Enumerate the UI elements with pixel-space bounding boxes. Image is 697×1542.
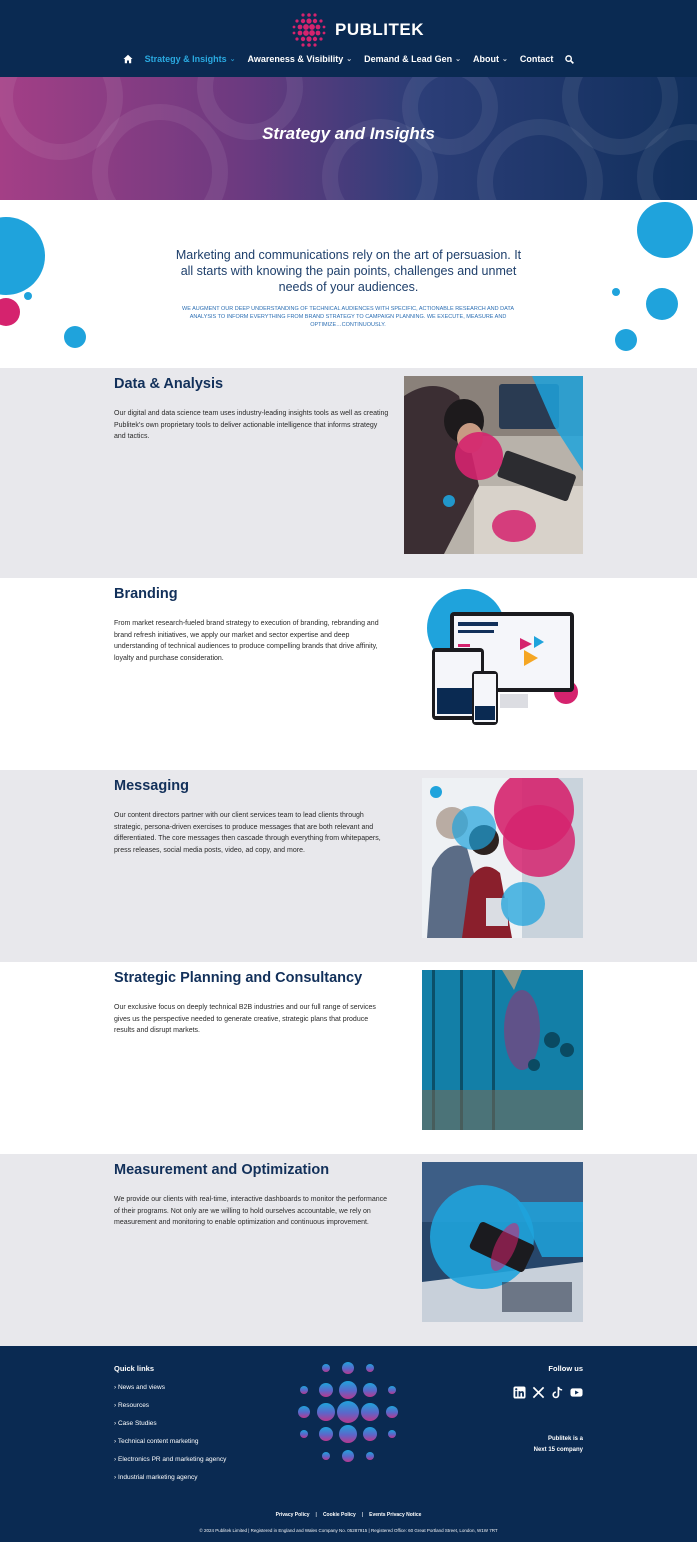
section-body: From market research-fueled brand strategy to execution of branding, rebranding and brand refresh initiatives, we apply our market and sector expertise and deep understanding of technical audiences to produce compelling brands that drive affinity, loyalty and purchase consideration. [114,620,379,662]
home-icon [123,54,133,64]
nav-strategy-insights[interactable] [145,54,236,64]
chevron-down-icon: ⌄ [229,56,236,63]
nav-contact[interactable] [520,54,554,64]
nav-demand-lead-gen[interactable] [364,54,461,64]
hero-banner [0,77,697,200]
quick-link-news-and-views[interactable]: › News and views [114,1384,226,1402]
copyright-text: © 2024 Publitek Limited | Registered in England and Wales Company No. 05287915 | Registered Office: 60 Great Portland Street, London, W1W 7RT [199,1528,498,1533]
section-image-data-analysis [404,376,583,554]
section-body: Our digital and data science team uses industry-leading insights tools as well as creating Publitek’s own proprietary tools to deliver actionable intelligence that informs strategy and tactics. [114,410,389,440]
section-measurement-optimization [0,1154,697,1346]
privacy-policy-link[interactable]: Privacy Policy [275,1512,310,1518]
quick-links-list [114,1384,226,1492]
section-title: Measurement and Optimization [114,1162,330,1178]
section-body: We provide our clients with real-time, interactive dashboards to monitor the performance of their programs. Not only are we willing to hold ourselves accountable, we rely on measurement and monitoring to enable optimization and continuous improvement. [114,1196,387,1226]
section-title: Messaging [114,778,189,794]
quick-link-case-studies[interactable]: › Case Studies [114,1420,226,1438]
next15-line-2: Next 15 company [533,1447,583,1453]
section-body: Our content directors partner with our client services team to lead clients through strategic, persona-driven exercises to produce messages that are both relevant and differentiated. The core messages then cascade through everything from whitepapers, press releases, social media posts, video, ad copy, and more. [114,812,381,854]
publitek-logo-icon [291,12,327,48]
events-privacy-notice-link[interactable]: Events Privacy Notice [369,1512,422,1518]
quick-links-title: Quick links [114,1364,155,1373]
nav-label: Strategy & Insights [144,54,227,64]
section-title: Data & Analysis [114,376,224,392]
quick-link-industrial-marketing[interactable]: › Industrial marketing agency [114,1474,226,1492]
legal-separator: | [315,1512,317,1518]
section-title: Strategic Planning and Consultancy [114,970,363,986]
legal-links [0,1512,697,1518]
section-data-analysis [0,368,697,578]
nav-search[interactable] [565,55,574,64]
quick-link-electronics-pr[interactable]: › Electronics PR and marketing agency [114,1456,226,1474]
logo-wordmark: PUBLITEK [335,20,424,39]
legal-separator: | [361,1512,364,1518]
page-title: Strategy and Insights [262,124,435,143]
youtube-icon[interactable] [570,1386,583,1399]
nav-about[interactable] [473,54,508,64]
follow-us-title: Follow us [548,1364,583,1373]
intro-sub-text: WE AUGMENT OUR DEEP UNDERSTANDING OF TECHNICAL AUDIENCES WITH SPECIFIC, ACTIONABLE RESEARCH AND DATA ANALYSIS TO INFORM EVERYTHING FROM BRAND STRATEGY TO CAMPAIGN PLANNING. WE EXECUTE, MEASURE AND OPTIMIZE…CONTINUOUSLY. [182,306,514,328]
search-icon [565,55,574,64]
intro-section [0,200,697,368]
quick-link-resources[interactable]: › Resources [114,1402,226,1420]
nav-home[interactable] [123,54,133,64]
x-icon[interactable] [532,1386,545,1399]
site-footer [0,1346,697,1542]
nav-label: Demand & Lead Gen [364,54,453,64]
quick-link-technical-content-marketing[interactable]: › Technical content marketing [114,1438,226,1456]
chevron-down-icon: ⌄ [346,56,353,63]
nav-label: Contact [519,54,554,64]
site-logo[interactable] [291,12,424,48]
section-strategic-planning [0,962,697,1154]
section-body: Our exclusive focus on deeply technical B2B industries and our full range of services gives us the perspective needed to generate creative, strategic plans that produce results and disrupt markets. [114,1004,376,1034]
nav-awareness-visibility[interactable] [248,54,353,64]
chevron-down-icon: ⌄ [502,56,508,63]
linkedin-icon[interactable] [513,1386,526,1399]
next15-statement [503,1434,583,1456]
tiktok-icon[interactable] [551,1386,564,1399]
next15-line-1: Publitek is a [547,1436,583,1442]
cookie-policy-link[interactable]: Cookie Policy [322,1512,356,1518]
section-image-measurement [422,1162,583,1322]
section-image-branding [420,586,588,734]
intro-lead-text: Marketing and communications rely on the art of persuasion. It all starts with knowing the pain points, challenges and unmet needs of your audiences. [175,248,522,294]
site-header [0,0,697,77]
chevron-down-icon: ⌄ [455,56,461,63]
nav-label: Awareness & Visibility [247,54,344,64]
social-links [513,1386,583,1399]
section-image-messaging [422,778,583,938]
footer-logo-mark-icon [296,1360,400,1464]
main-nav [0,54,697,64]
section-messaging [0,770,697,962]
nav-label: About [473,54,499,64]
section-branding [0,578,697,770]
section-image-strategic-planning [422,970,583,1130]
section-title: Branding [114,586,178,602]
